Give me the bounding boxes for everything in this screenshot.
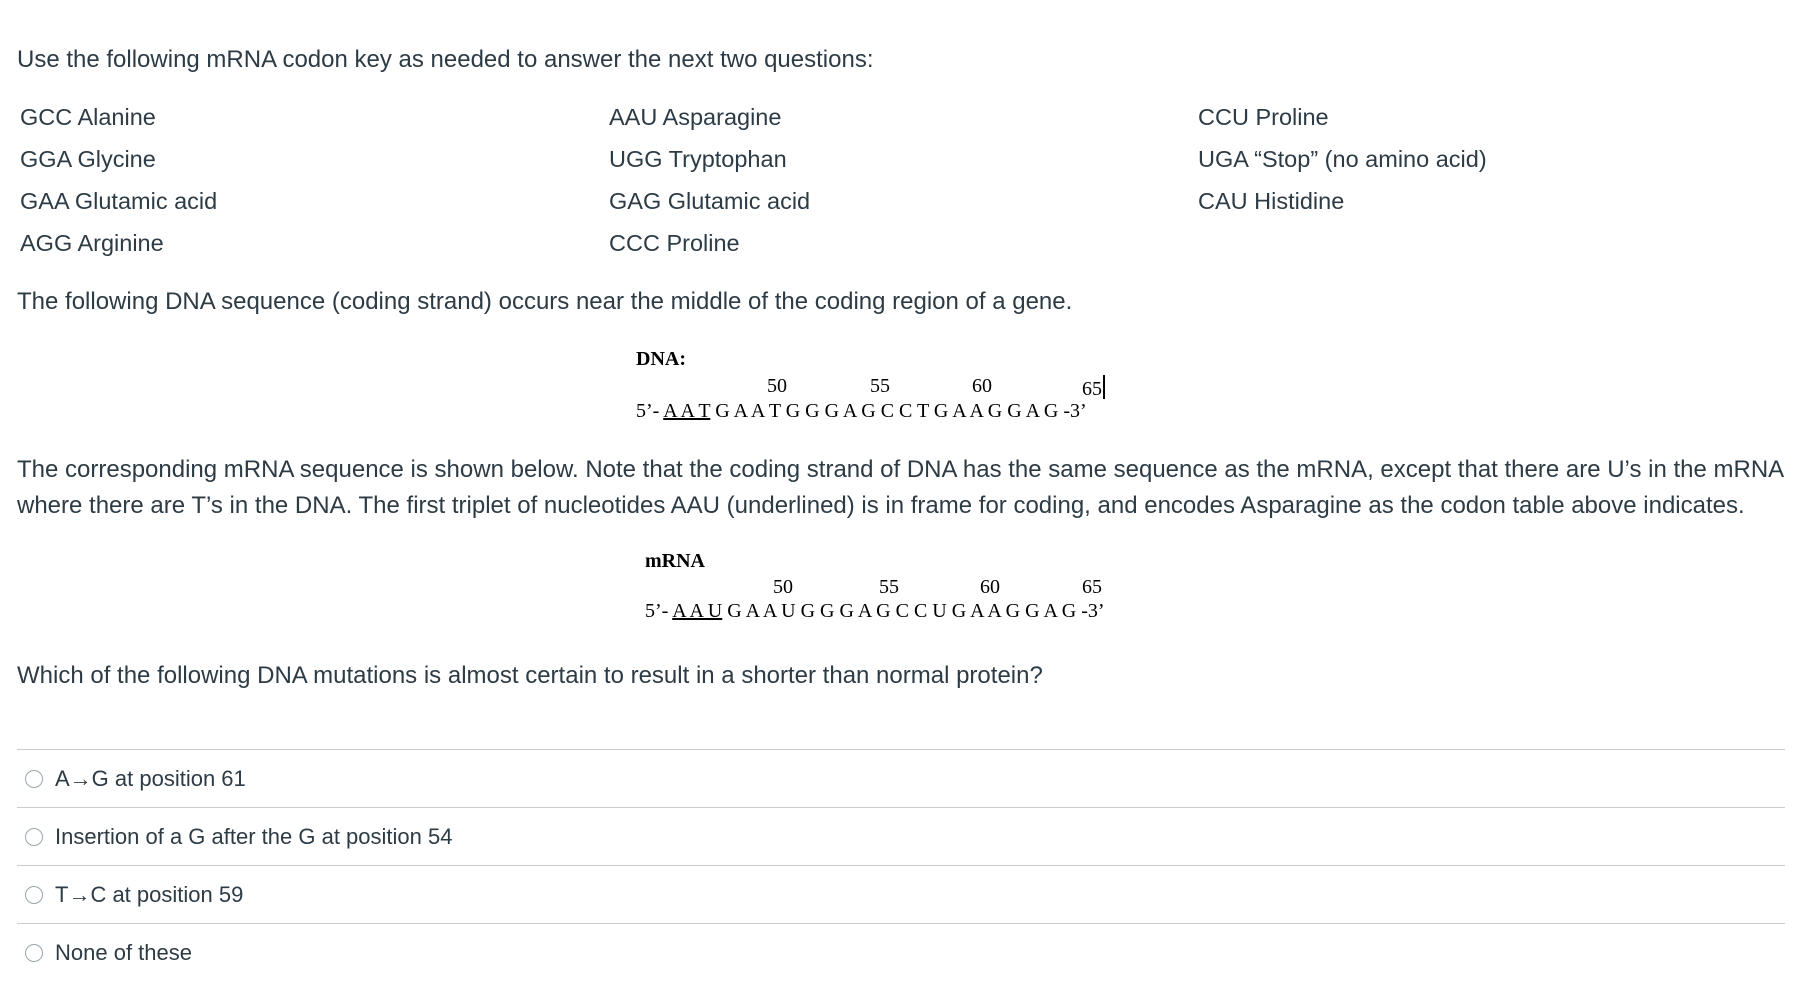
mrna-sequence-figure: [645, 550, 1205, 630]
answer-label[interactable]: Insertion of a G after the G at position 54: [55, 824, 453, 849]
sequence-prefix: 5’-: [645, 600, 673, 622]
codon-entry: CCU Proline: [1198, 104, 1329, 130]
answer-option[interactable]: [17, 749, 1785, 807]
answer-label[interactable]: T→C at position 59: [55, 882, 244, 907]
answer-option[interactable]: [17, 923, 1785, 981]
codon-row: [20, 104, 1580, 146]
codon-entry: GGA Glycine: [20, 146, 156, 172]
codon-table: [20, 104, 1580, 272]
codon-entry: GCC Alanine: [20, 104, 156, 130]
codon-row: [20, 230, 1580, 272]
dna-intro-text: The following DNA sequence (coding strand) occurs near the middle of the coding region of a gene.: [17, 288, 1073, 315]
position-label: 55: [870, 375, 890, 397]
codon-entry: UGA “Stop” (no amino acid): [1198, 146, 1487, 172]
radio-button[interactable]: [25, 828, 43, 846]
codon-entry: AGG Arginine: [20, 230, 164, 256]
answer-option[interactable]: [17, 865, 1785, 923]
answer-list: [17, 749, 1785, 981]
position-label: 60: [980, 576, 1000, 598]
sequence-rest: G A A U G G G A G C C U G A A G G A G -3’: [722, 600, 1105, 622]
codon-row: [20, 146, 1580, 188]
codon-entry: GAG Glutamic acid: [609, 188, 811, 214]
mrna-label: mRNA: [645, 550, 705, 572]
dna-sequence-figure: [636, 348, 1196, 428]
radio-button[interactable]: [25, 944, 43, 962]
underlined-codon: A A U: [672, 600, 723, 622]
radio-button[interactable]: [25, 886, 43, 904]
intro-text: Use the following mRNA codon key as needed to answer the next two questions:: [17, 46, 874, 73]
codon-entry: CAU Histidine: [1198, 188, 1345, 214]
answer-label[interactable]: A→G at position 61: [55, 766, 246, 791]
position-label: 55: [879, 576, 899, 598]
question-text: Which of the following DNA mutations is almost certain to result in a shorter than normal protein?: [17, 662, 1043, 689]
position-label: 50: [773, 576, 793, 598]
dna-sequence-line: [636, 400, 1087, 423]
codon-entry: CCC Proline: [609, 230, 740, 256]
underlined-codon: A A T: [663, 400, 711, 422]
codon-row: [20, 188, 1580, 230]
answer-label[interactable]: None of these: [55, 940, 192, 965]
codon-entry: UGG Tryptophan: [609, 146, 787, 172]
codon-entry: AAU Asparagine: [609, 104, 782, 130]
sequence-prefix: 5’-: [636, 400, 664, 422]
sequence-rest: G A A T G G G A G C C T G A A G G A G -3’: [710, 400, 1087, 422]
text-cursor: [1103, 375, 1105, 399]
codon-entry: GAA Glutamic acid: [20, 188, 218, 214]
mrna-sequence-line: [645, 600, 1105, 623]
dna-label: DNA:: [636, 348, 686, 370]
position-label: 65: [1082, 576, 1102, 598]
mrna-intro-text: The corresponding mRNA sequence is shown below. Note that the coding strand of DNA has the same sequence as the mRNA, except that there are U’s in the mRNA where there are T’s in the DNA. The first triplet of nucleotides AAU (underlined) is in frame for coding, and encodes Asparagine as the codon table above indicates.: [17, 456, 1783, 519]
radio-button[interactable]: [25, 770, 43, 788]
answer-option[interactable]: [17, 807, 1785, 865]
position-label: 50: [767, 375, 787, 397]
position-label: 65: [1082, 375, 1105, 401]
position-label: 60: [972, 375, 992, 397]
